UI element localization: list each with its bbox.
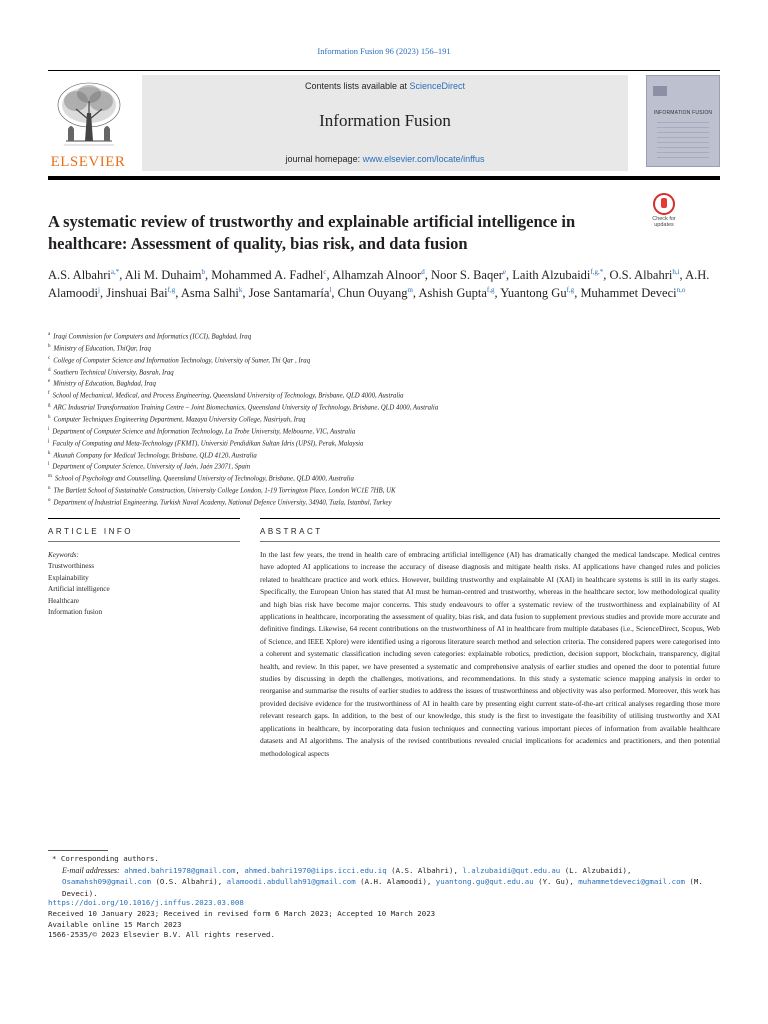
affiliation-key: c bbox=[48, 355, 51, 361]
masthead-divider bbox=[48, 176, 720, 180]
author-affiliation-marker[interactable]: n,o bbox=[676, 285, 686, 294]
affiliation-key: l bbox=[48, 462, 50, 468]
keyword-item: Explainability bbox=[48, 573, 89, 582]
affiliation-text: Computer Techniques Engineering Department, Mazaya University College, Nasiriyah, Iraq bbox=[53, 416, 306, 424]
email-label: E-mail addresses: bbox=[62, 865, 120, 875]
author-name[interactable]: Ali M. Duhaim bbox=[124, 268, 202, 282]
abstract-rule-bottom bbox=[260, 541, 720, 542]
affiliation-key: o bbox=[48, 498, 51, 504]
author-name[interactable]: Jose Santamaría bbox=[248, 285, 330, 300]
email-link[interactable]: l.alzubaidi@qut.edu.au bbox=[462, 865, 561, 875]
author-name[interactable]: Alhamzah Alnoor bbox=[332, 268, 422, 282]
email-link[interactable]: alamoodi.abdullah91@gmail.com bbox=[226, 877, 356, 887]
affiliation-key: f bbox=[48, 391, 50, 397]
affiliation-text: Iraqi Commission for Computers and Informatics (ICCI), Baghdad, Iraq bbox=[53, 333, 252, 341]
corresponding-authors-note: * Corresponding authors. bbox=[52, 854, 159, 863]
publication-info bbox=[48, 898, 720, 941]
abstract-rule-top bbox=[260, 518, 720, 519]
affiliation-item bbox=[48, 366, 728, 378]
email-link[interactable]: yuantong.gu@qut.edu.au bbox=[435, 877, 534, 887]
author-affiliation-marker[interactable]: e bbox=[502, 267, 507, 276]
affiliation-item bbox=[48, 354, 728, 366]
footnote-divider bbox=[48, 850, 108, 851]
email-addresses: E-mail addresses: ahmed.bahri1978@gmail.com, ahmed.bahri1970@iips.icci.edu.iq (A.S. Albahri), l.alzubaidi@qut.edu.au (L. Alzubaidi), Osamahsh09@gmail.com (O.S. Albahri), alamoodi.abdullah91@gmail.com (A.H. Alamoodi), yuantong.gu@qut.edu.au (Y. Gu), muhammetdeveci@gmail.com (M. Deveci). bbox=[62, 865, 703, 898]
affiliation-text: College of Computer Science and Information Technology, University of Sumer, Thi Qar , Iraq bbox=[53, 356, 311, 364]
affiliation-key: h bbox=[48, 415, 51, 421]
journal-name: Information Fusion bbox=[319, 111, 451, 130]
author-affiliation-marker[interactable]: f,g bbox=[566, 285, 575, 294]
article-info-heading: ARTICLE INFO bbox=[48, 527, 133, 536]
keyword-item: Artificial intelligence bbox=[48, 585, 110, 594]
received-dates: Received 10 January 2023; Received in revised form 6 March 2023; Accepted 10 March 2023 bbox=[48, 908, 436, 918]
online-date: Available online 15 March 2023 bbox=[48, 919, 182, 929]
author-name[interactable]: Chun Ouyang bbox=[337, 285, 408, 300]
author-name[interactable]: Muhammet Deveci bbox=[580, 285, 677, 300]
author-name[interactable]: A.S. Albahri bbox=[48, 268, 111, 282]
affiliation-key: j bbox=[48, 438, 50, 444]
author-list: A.S. Albahri$^{a,*}$, Ali M. Duhaim$^b$, Mohammed A. Fadhel$^c$, Alhamzah Alnoor$^d$, Noor S. Baqer$^e$, Laith Alzubaidi$^{f,g,*}$, O.S. Albahri$^{h,i}$, A.H. Alamoodi$^j$, Jinshuai Bai$^{f,g}$, Asma Salhi$^k$, Jose Santamaría$^l$, Chun Ouyang$^m$, Ashish Gupta$^{f,g}$, Yuantong Gu$^{f,g}$, Muhammet Deveci$^{n,o}$ bbox=[48, 267, 710, 300]
keyword-list bbox=[48, 561, 240, 618]
article-info-rule-bottom bbox=[48, 541, 240, 542]
affiliation-key: a bbox=[48, 332, 51, 337]
affiliation-item bbox=[48, 389, 728, 401]
keyword-item: Healthcare bbox=[48, 596, 80, 605]
cover-text-lines bbox=[657, 122, 709, 158]
affiliation-text: School of Psychology and Counselling, Queensland University of Technology, Brisbane, QLD 4000, Australia bbox=[54, 475, 354, 483]
author-name[interactable]: Noor S. Baqer bbox=[431, 268, 503, 282]
author-affiliation-marker[interactable]: l bbox=[329, 285, 332, 294]
check-for-updates-badge[interactable] bbox=[648, 193, 680, 229]
author-name[interactable]: Jinshuai Bai bbox=[106, 285, 168, 300]
keywords-block bbox=[48, 550, 240, 618]
journal-cover-thumbnail[interactable] bbox=[646, 75, 720, 167]
affiliation-item bbox=[48, 484, 728, 496]
author-name[interactable]: Asma Salhi bbox=[180, 285, 239, 300]
keyword-item: Information fusion bbox=[48, 608, 103, 617]
author-affiliation-marker[interactable]: d bbox=[421, 267, 425, 276]
affiliation-text: Department of Computer Science and Information Technology, La Trobe University, Melbourne, VIC, Australia bbox=[52, 428, 356, 436]
affiliation-text: The Bartlett School of Sustainable Construction, University College London, 1-19 Torrington Place, London WC1E 7HB, UK bbox=[53, 487, 396, 495]
affiliation-key: d bbox=[48, 367, 51, 373]
journal-citation-link[interactable]: Information Fusion 96 (2023) 156–191 bbox=[317, 46, 451, 56]
check-updates-label: Check for updates bbox=[652, 216, 676, 228]
cover-band-graphic bbox=[653, 86, 667, 96]
affiliation-text: School of Mechanical, Medical, and Process Engineering, Queensland University of Technology, Brisbane, QLD 4000, Australia bbox=[52, 392, 404, 400]
author-affiliation-marker[interactable]: m bbox=[407, 285, 413, 294]
affiliation-key: n bbox=[48, 486, 51, 492]
affiliation-text: Akunah Company for Medical Technology, Brisbane, QLD 4120, Australia bbox=[53, 451, 257, 459]
affiliation-text: Ministry of Education, Baghdad, Iraq bbox=[53, 380, 156, 388]
affiliation-item bbox=[48, 472, 728, 484]
affiliation-item bbox=[48, 496, 728, 508]
contents-prefix: Contents lists available at bbox=[304, 81, 410, 91]
article-title: A systematic review of trustworthy and explainable artificial intelligence in healthcare: Assessment of quality, bias risk, and data fusion bbox=[48, 212, 576, 253]
affiliation-text: Southern Technical University, Basrah, Iraq bbox=[53, 368, 174, 376]
affiliation-item bbox=[48, 449, 728, 461]
author-name[interactable]: Yuantong Gu bbox=[500, 285, 567, 300]
email-link[interactable]: ahmed.bahri1978@gmail.com bbox=[124, 865, 236, 875]
keywords-label: Keywords: bbox=[48, 551, 79, 559]
affiliation-key: b bbox=[48, 343, 51, 349]
author-affiliation-marker[interactable]: k bbox=[238, 285, 243, 294]
journal-info-box bbox=[142, 75, 628, 171]
author-name[interactable]: Mohammed A. Fadhel bbox=[211, 268, 324, 282]
affiliation-item bbox=[48, 377, 728, 389]
author-affiliation-marker[interactable]: h,i bbox=[672, 267, 680, 276]
copyright-line: 1566-2535/© 2023 Elsevier B.V. All rights reserved. bbox=[48, 930, 275, 940]
cover-title: INFORMATION FUSION bbox=[653, 110, 713, 116]
author-affiliation-marker[interactable]: c bbox=[323, 267, 327, 276]
check-updates-icon bbox=[653, 193, 675, 215]
affiliation-key: i bbox=[48, 426, 50, 432]
author-affiliation-marker[interactable]: j bbox=[98, 285, 100, 294]
author-affiliation-marker[interactable]: f,g bbox=[167, 285, 176, 294]
affiliation-key: m bbox=[48, 474, 52, 480]
abstract-text: In the last few years, the trend in health care of embracing artificial intelligence (AI) has dramatically changed the medical landscape. Medical centres have adopted AI applications to increase the accuracy of disease diagnosis and mitigate health risks. AI applications have changed rules and policies related to healthcare practice and work ethics. However, building trustworthy and explainable AI (XAI) in healthcare systems is still in its early stages. Specifically, the European Union has stated that AI must be human-centred and trustworthy, whereas in the healthcare sector, low methodological quality and high bias risk have become major concerns. This study endeavours to offer a systematic review of the trustworthiness and explainability of AI applications in healthcare, incorporating the assessment of quality, bias risk, and data fusion to supplement previous studies and provide more accurate and definitive findings. Likewise, 64 recent contributions on the trustworthiness of AI in healthcare from multiple databases (i.e., ScienceDirect, Scopus, Web of Science, and IEEE Xplore) were identified using a rigorous literature search method and selection criteria. The considered papers were categorised into a coherent and systematic classification including seven categories: explainable robotics, prediction, decision support, blockchain, transparency, digital health, and review. In this paper, we have presented a systematic and comprehensive analysis of earlier studies and opened the door to potential future studies by discussing in depth the challenges, motivations, and recommendations. In this study a systematic science mapping analysis in order to reorganise and summarise the results of earlier studies to address the issues of trustworthiness and objectivity was also performed. Moreover, this work has provided decisive evidence for the trustworthiness of AI in health care by presenting eight current state-of-the-art critical analyses regarding those more relevant research gaps. In addition, to the best of our knowledge, this study is the first to investigate the feasibility of utilising trustworthy and XAI applications in healthcare, by incorporating data fusion techniques and connecting various important pieces of information from available healthcare datasets and AI algorithms. The analysis of the revised contributions revealed crucial implications for academics and practitioners, and then potential methodological aspects bbox=[260, 550, 720, 758]
affiliation-key: e bbox=[48, 379, 51, 385]
affiliation-item bbox=[48, 425, 728, 437]
author-name[interactable]: A.H. Alamoodi bbox=[48, 268, 710, 300]
abstract-heading: ABSTRACT bbox=[260, 527, 323, 536]
author-name[interactable]: Ashish Gupta bbox=[418, 285, 487, 300]
email-link[interactable]: ahmed.bahri1970@iips.icci.edu.iq bbox=[244, 865, 387, 875]
affiliation-item bbox=[48, 342, 728, 354]
sciencedirect-link[interactable]: ScienceDirect bbox=[409, 81, 466, 91]
doi-link[interactable]: https://doi.org/10.1016/j.inffus.2023.03.008 bbox=[48, 898, 244, 907]
affiliation-key: g bbox=[48, 403, 51, 409]
affiliation-text: ARC Industrial Transformation Training Centre – Joint Biomechanics, Queensland University of Technology, Brisbane, QLD 4000, Australia bbox=[53, 404, 439, 412]
author-affiliation-marker[interactable]: f,g,* bbox=[590, 267, 604, 276]
affiliation-item bbox=[48, 460, 728, 472]
footnotes bbox=[48, 853, 720, 899]
journal-masthead bbox=[48, 70, 720, 174]
keyword-item: Trustworthiness bbox=[48, 562, 95, 571]
affiliation-item bbox=[48, 401, 728, 413]
elsevier-logo[interactable] bbox=[48, 79, 128, 171]
affiliation-text: Department of Computer Science, University of Jaén, Jaén 23071, Spain bbox=[52, 463, 251, 471]
affiliation-item bbox=[48, 437, 728, 449]
affiliation-key: k bbox=[48, 450, 51, 456]
affiliation-item bbox=[48, 330, 728, 342]
email-link[interactable]: Osamahsh09@gmail.com bbox=[62, 877, 151, 887]
author-affiliation-marker[interactable]: a,* bbox=[110, 267, 120, 276]
elsevier-tree-icon bbox=[54, 79, 124, 151]
affiliation-text: Ministry of Education, ThiQar, Iraq bbox=[53, 345, 151, 353]
email-link[interactable]: muhammetdeveci@gmail.com bbox=[578, 877, 685, 887]
affiliation-text: Department of Industrial Engineering, Turkish Naval Academy, National Defence University, 34940, Tuzla, Istanbul, Turkey bbox=[53, 499, 392, 507]
elsevier-wordmark: ELSEVIER bbox=[50, 154, 126, 170]
homepage-prefix: journal homepage: bbox=[285, 154, 363, 164]
author-affiliation-marker[interactable]: b bbox=[201, 267, 206, 276]
journal-homepage-line bbox=[142, 154, 628, 164]
affiliation-list bbox=[48, 330, 728, 508]
contents-available-line bbox=[142, 81, 628, 91]
author-name[interactable]: Laith Alzubaidi bbox=[512, 268, 591, 282]
article-info-rule-top bbox=[48, 518, 240, 519]
author-name[interactable]: O.S. Albahri bbox=[609, 268, 673, 282]
affiliation-text: Faculty of Computing and Meta-Technology (FKMT), Universiti Pendidikan Sultan Idris (UPSI), Perak, Malaysia bbox=[52, 440, 364, 447]
affiliation-item bbox=[48, 413, 728, 425]
author-affiliation-marker[interactable]: f,g bbox=[486, 285, 495, 294]
journal-homepage-link[interactable]: www.elsevier.com/locate/inffus bbox=[362, 154, 485, 164]
